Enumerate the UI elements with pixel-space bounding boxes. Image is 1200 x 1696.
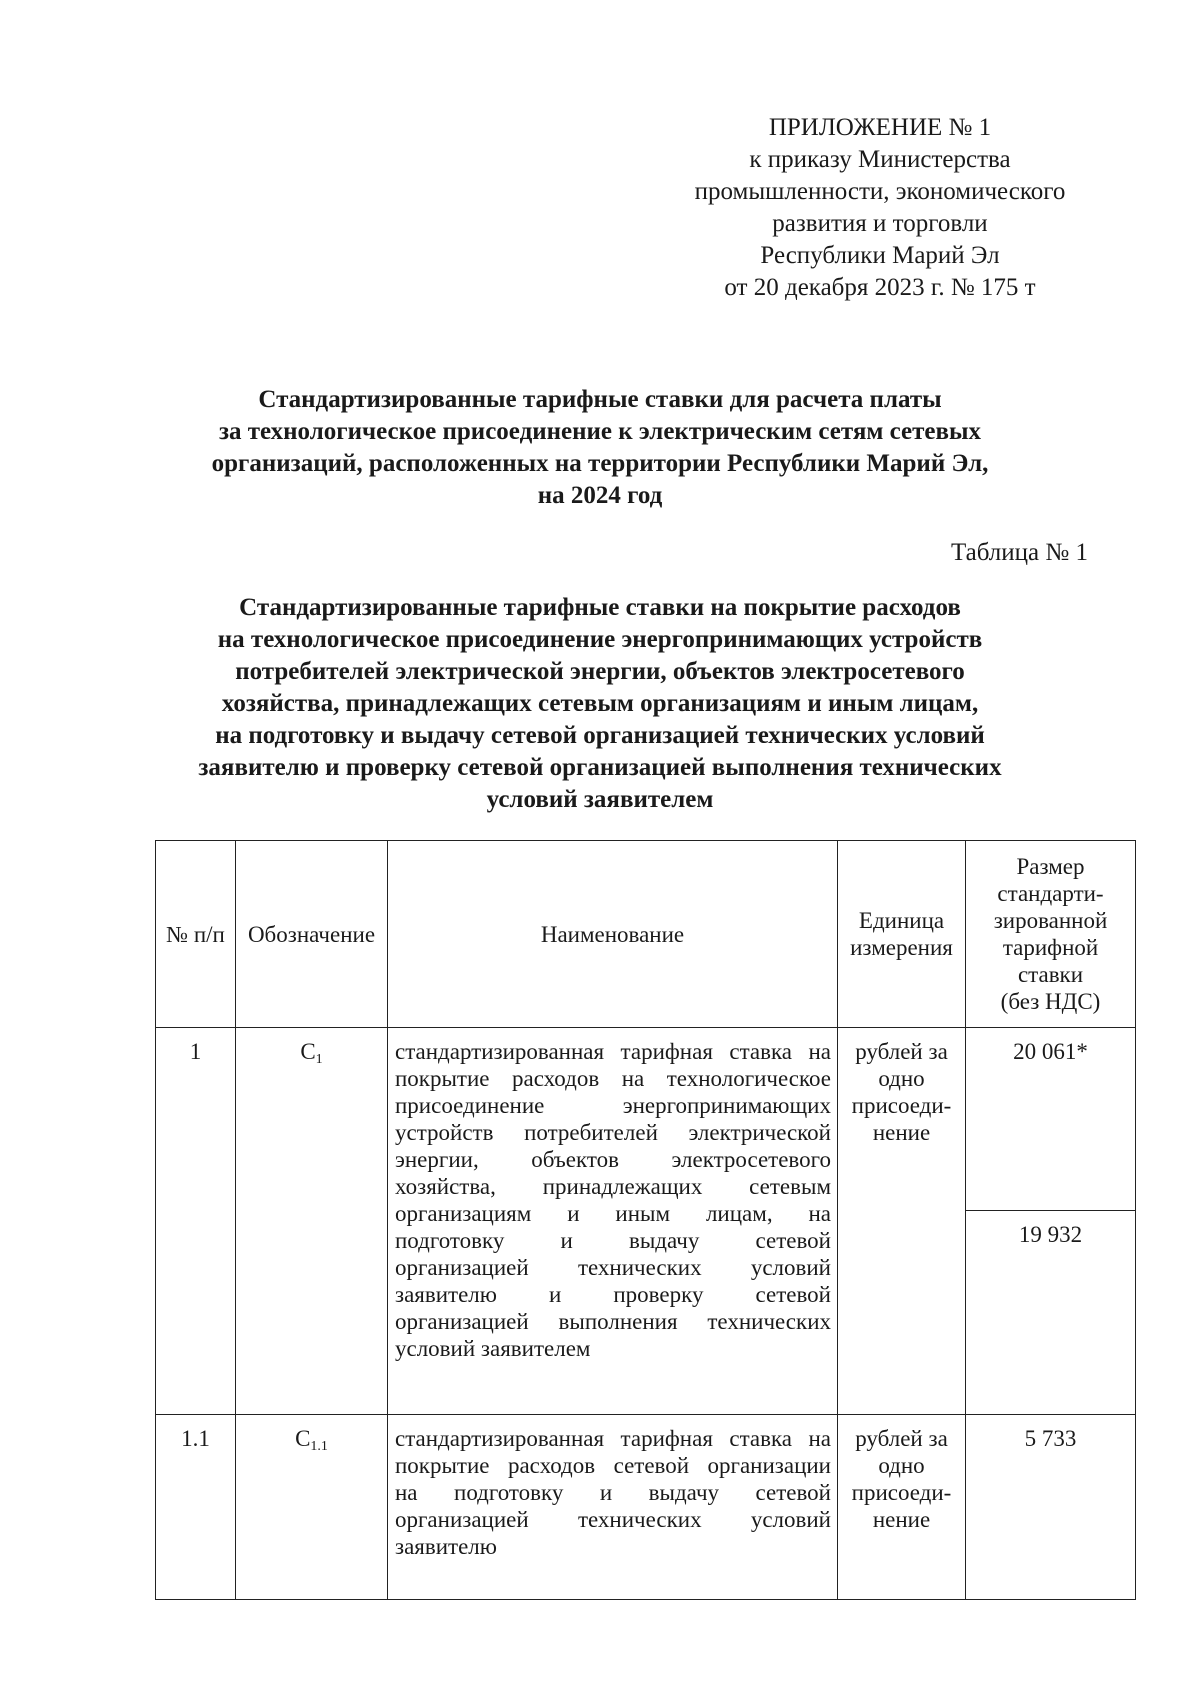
name-line: покрытие расходов сетевой организации [395, 1453, 831, 1478]
row-name [388, 1415, 838, 1600]
table-title-line: хозяйства, принадлежащих сетевым организациям и иным лицам, [221, 690, 979, 717]
row-num: 1 [156, 1028, 236, 1415]
name-line: условий заявителем [395, 1336, 591, 1361]
header-size-line: Размер [1016, 854, 1085, 879]
header-unit-line: измерения [850, 935, 953, 960]
row-name [388, 1028, 838, 1415]
code-base: C [300, 1039, 316, 1064]
code-base: C [295, 1426, 311, 1451]
row-unit [838, 1415, 966, 1600]
unit-line: нение [872, 1507, 931, 1532]
table-title-line: на подготовку и выдачу сетевой организацией технических условий [215, 722, 985, 749]
name-line: энергии, объектов электросетевого [395, 1147, 831, 1172]
name-line: подготовку и выдачу сетевой [395, 1228, 831, 1253]
document-title [160, 384, 1040, 512]
appendix-line: Республики Марий Эл [760, 242, 1000, 269]
table-title-line: Стандартизированные тарифные ставки на покрытие расходов [239, 594, 961, 621]
name-line: на подготовку и выдачу сетевой [395, 1480, 831, 1505]
appendix-line: развития и торговли [772, 210, 988, 237]
name-line: покрытие расходов на технологическое [395, 1066, 831, 1091]
size-value: 20 061* [966, 1028, 1135, 1211]
unit-line: присоеди- [851, 1480, 952, 1505]
name-line: устройств потребителей электрической [395, 1120, 831, 1145]
name-line: присоединение энергопринимающих [395, 1093, 831, 1118]
header-size [966, 841, 1136, 1028]
tariff-table [155, 840, 1136, 1600]
row-unit [838, 1028, 966, 1415]
name-line: организацией выполнения технических [395, 1309, 831, 1334]
row-size [966, 1028, 1136, 1415]
table-row [156, 1028, 1136, 1415]
table-number: Таблица № 1 [950, 539, 1088, 566]
name-line: организацией технических условий [395, 1255, 831, 1280]
row-size: 5 733 [966, 1415, 1136, 1600]
table-header-row [156, 841, 1136, 1028]
header-unit [838, 841, 966, 1028]
appendix-line: к приказу Министерства [749, 146, 1011, 173]
name-line: заявителю [395, 1534, 497, 1559]
row-code [236, 1415, 388, 1600]
header-size-line: ставки [1017, 962, 1084, 987]
appendix-line: от 20 декабря 2023 г. № 175 т [724, 274, 1036, 301]
unit-line: одно [878, 1453, 925, 1478]
name-line: организацией технических условий [395, 1507, 831, 1532]
table-title-line: на технологическое присоединение энергопринимающих устройств [217, 626, 983, 653]
title-line: за технологическое присоединение к электрическим сетям сетевых [218, 418, 982, 445]
name-line: стандартизированная тарифная ставка на [395, 1039, 831, 1064]
unit-line: нение [872, 1120, 931, 1145]
header-size-line: (без НДС) [1000, 989, 1101, 1014]
table-title [160, 592, 1040, 816]
unit-line: одно [878, 1066, 925, 1091]
header-num: № п/п [156, 841, 236, 1028]
name-line: заявителю и проверку сетевой [395, 1282, 831, 1307]
title-line: организаций, расположенных на территории Республики Марий Эл, [211, 450, 989, 477]
table-row [156, 1415, 1136, 1600]
size-value-secondary: 19 932 [1018, 1222, 1083, 1247]
appendix-line: ПРИЛОЖЕНИЕ № 1 [768, 114, 992, 141]
header-name: Наименование [388, 841, 838, 1028]
header-size-line: тарифной [1002, 935, 1099, 960]
unit-line: рублей за [855, 1426, 948, 1451]
table-title-line: потребителей электрической энергии, объектов электросетевого [235, 658, 965, 685]
unit-line: присоеди- [851, 1093, 952, 1118]
row-code [236, 1028, 388, 1415]
code-subscript: 1.1 [310, 1439, 328, 1454]
name-line: организациям и иным лицам, на [395, 1201, 831, 1226]
header-size-line: зированной [993, 908, 1108, 933]
appendix-line: промышленности, экономического [694, 178, 1066, 205]
table-title-line: условий заявителем [486, 786, 714, 813]
header-code: Обозначение [236, 841, 388, 1028]
name-line: хозяйства, принадлежащих сетевым [395, 1174, 831, 1199]
row-num: 1.1 [156, 1415, 236, 1600]
name-line: стандартизированная тарифная ставка на [395, 1426, 831, 1451]
table-title-line: заявителю и проверку сетевой организацией выполнения технических [198, 754, 1002, 781]
header-unit-line: Единица [858, 908, 945, 933]
unit-line: рублей за [855, 1039, 948, 1064]
code-subscript: 1 [315, 1052, 323, 1067]
title-line: на 2024 год [537, 482, 663, 509]
appendix-header [680, 112, 1080, 304]
title-line: Стандартизированные тарифные ставки для расчета платы [258, 386, 942, 413]
header-size-line: стандарти- [997, 881, 1104, 906]
